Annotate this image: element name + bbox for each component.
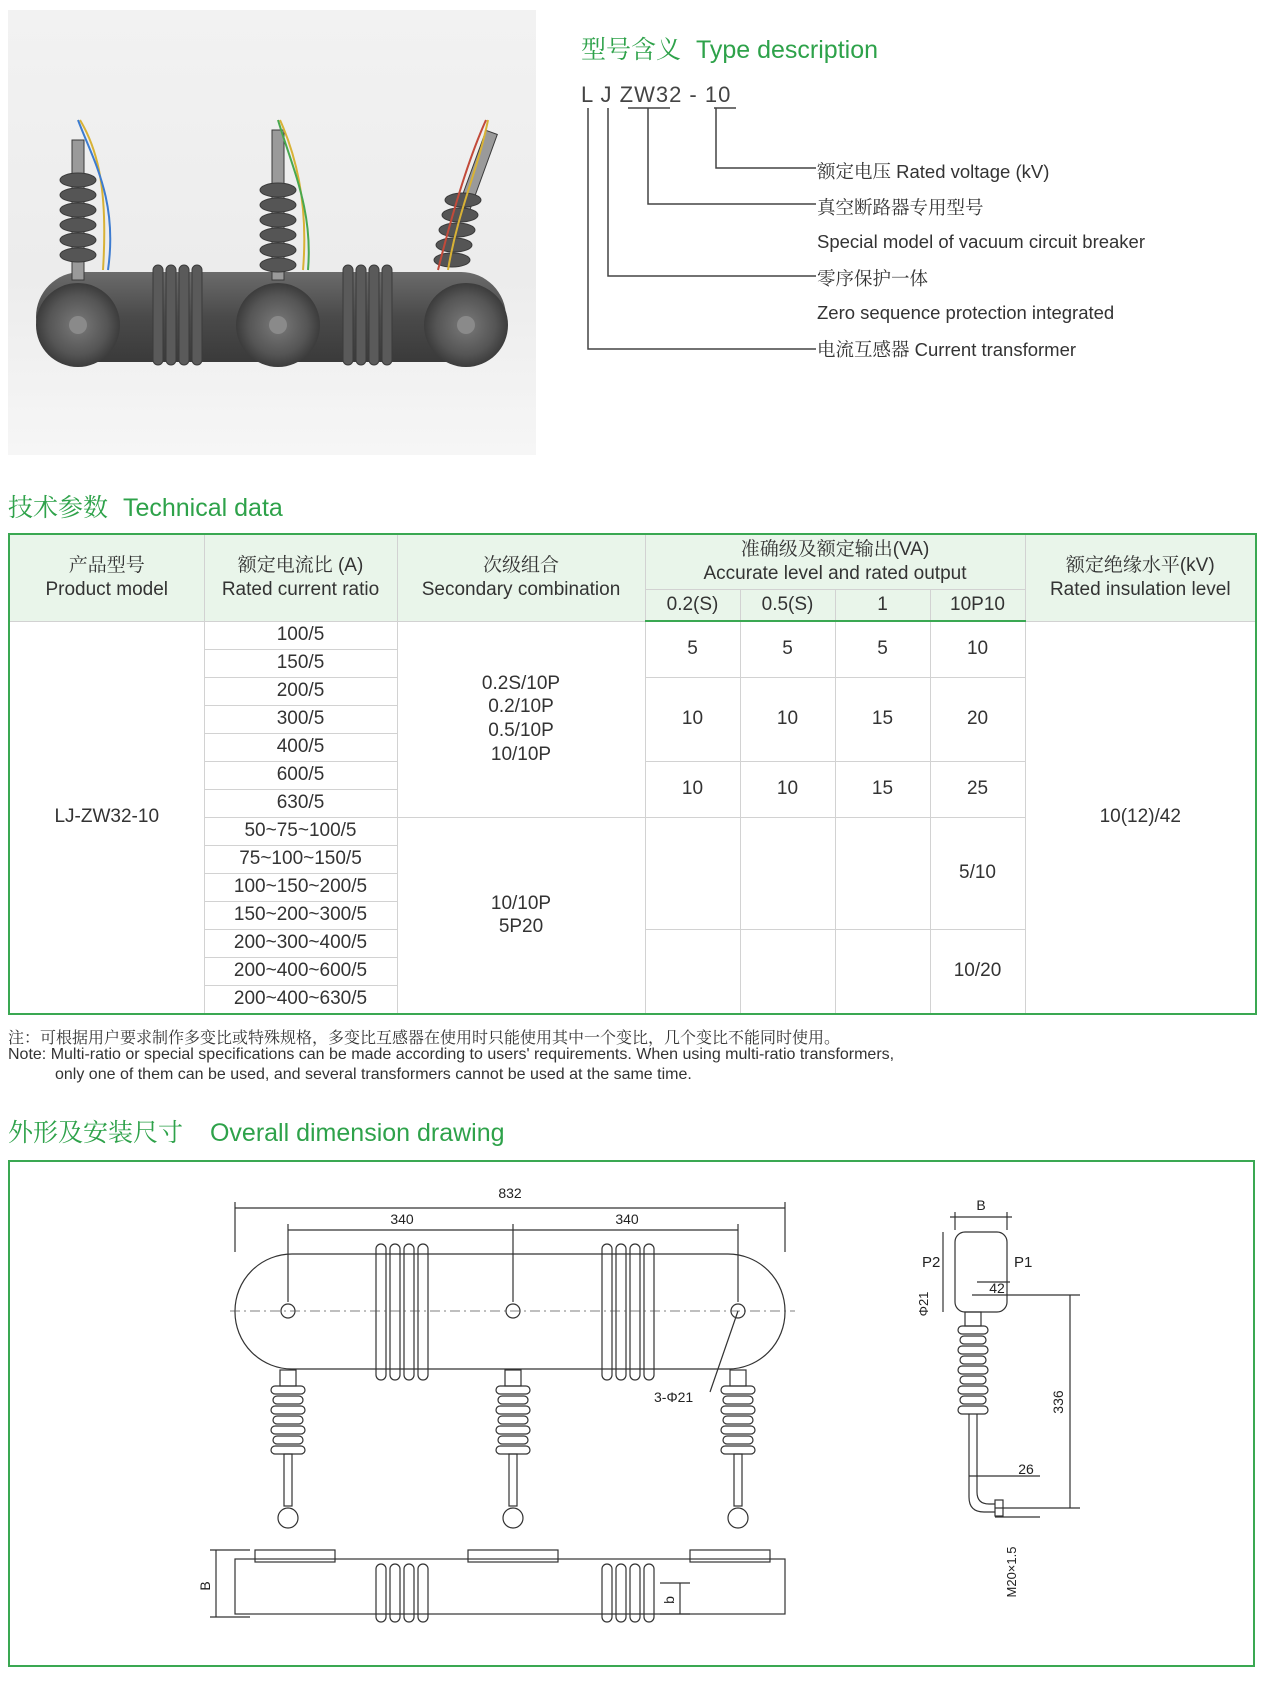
sec1-line: 0.5/10P	[488, 720, 554, 742]
header-acc-02s: 0.2(S)	[645, 589, 740, 621]
header-acc-10p10: 10P10	[930, 589, 1025, 621]
dim-holes: 3-Φ21	[654, 1389, 694, 1405]
drawing-title-en: Overall dimension drawing	[209, 1119, 505, 1147]
cell-output-multi: 10/20	[930, 929, 1025, 1014]
type-bracket-lines	[580, 104, 820, 354]
note-en-2: only one of them can be used, and several transformers cannot be used at the same time.	[55, 1066, 692, 1083]
cell-output-empty	[835, 929, 930, 1014]
cell-output-multi: 5/10	[930, 817, 1025, 929]
cell-ratio: 600/5	[204, 761, 397, 789]
cell-ratio: 200~400~600/5	[204, 957, 397, 985]
header-ins-en: Rated insulation level	[1049, 578, 1231, 600]
sec2-line: 5P20	[498, 916, 544, 938]
cell-ratio: 100/5	[204, 621, 397, 649]
cell-output: 5	[645, 621, 740, 677]
label-p1: P1	[1014, 1254, 1033, 1271]
technical-title	[8, 488, 283, 524]
dim-336: 336	[1050, 1390, 1066, 1414]
header-acc-en: Accurate level and rated output	[703, 562, 967, 584]
td-current-transformer: 电流互感器 Current transformer	[817, 339, 1077, 360]
cell-secondary-2	[397, 817, 645, 1014]
header-model-cn: 产品型号	[68, 555, 145, 576]
header-ratio-cn: 额定电流比 (A)	[237, 555, 364, 576]
dim-pitch-1: 340	[390, 1211, 414, 1227]
technical-table-wrapper	[8, 533, 1255, 1015]
cell-output-empty	[645, 817, 740, 929]
type-code: L J ZW32 - 10	[581, 82, 732, 107]
drawing-title-cn: 外形及安装尺寸	[8, 1119, 184, 1147]
cell-ratio: 150/5	[204, 649, 397, 677]
header-ins-cn: 额定绝缘水平(kV)	[1065, 555, 1215, 576]
note-en-1: Note: Multi-ratio or special specifications can be made according to users' requirements. When using multi-ratio transformers,	[8, 1046, 895, 1063]
dim-b-bottom: B	[197, 1581, 213, 1591]
cell-ratio: 75~100~150/5	[204, 845, 397, 873]
type-title-en: Type description	[695, 36, 879, 64]
cell-output-empty	[645, 929, 740, 1014]
dim-42: 42	[989, 1280, 1005, 1296]
cell-model: LJ-ZW32-10	[9, 621, 204, 1014]
cell-output: 10	[930, 621, 1025, 677]
td-rated-voltage: 额定电压 Rated voltage (kV)	[817, 161, 1050, 182]
dim-overall: 832	[498, 1185, 522, 1201]
dim-b-small: b	[661, 1596, 677, 1604]
sec2-line: 10/10P	[490, 892, 552, 914]
cell-ratio: 300/5	[204, 705, 397, 733]
technical-title-cn: 技术参数	[8, 494, 109, 522]
cell-ratio: 200~400~630/5	[204, 985, 397, 1014]
cell-ratio: 50~75~100/5	[204, 817, 397, 845]
label-p2: P2	[922, 1254, 941, 1271]
cell-output: 10	[740, 761, 835, 817]
drawing-box	[8, 1160, 1255, 1667]
sec1-line: 0.2/10P	[488, 696, 554, 718]
product-photo	[8, 10, 536, 455]
sec1-line: 10/10P	[490, 743, 552, 765]
cell-ratio: 100~150~200/5	[204, 873, 397, 901]
cell-output-empty	[835, 817, 930, 929]
td-special-model-en: Special model of vacuum circuit breaker	[817, 231, 1146, 252]
cell-output-empty	[740, 817, 835, 929]
cell-secondary-1	[397, 621, 645, 817]
dim-pitch-2: 340	[615, 1211, 639, 1227]
drawing-title	[8, 1113, 505, 1149]
cell-output: 5	[835, 621, 930, 677]
cell-output: 5	[740, 621, 835, 677]
cell-output: 25	[930, 761, 1025, 817]
header-ratio-en: Rated current ratio	[221, 578, 380, 600]
cell-insulation: 10(12)/42	[1025, 621, 1256, 1014]
sec1-line: 0.2S/10P	[481, 672, 561, 694]
header-sec-en: Secondary combination	[421, 578, 621, 600]
header-acc-1: 1	[835, 589, 930, 621]
header-accuracy	[645, 534, 1025, 589]
type-description-title	[581, 30, 878, 66]
header-acc-05s: 0.5(S)	[740, 589, 835, 621]
cell-ratio: 400/5	[204, 733, 397, 761]
cell-output: 10	[645, 677, 740, 761]
header-insulation	[1025, 534, 1256, 621]
dim-m20: M20×1.5	[1004, 1546, 1019, 1598]
technical-table	[8, 533, 1257, 1015]
cell-ratio: 200/5	[204, 677, 397, 705]
cell-output: 15	[835, 761, 930, 817]
header-model-en: Product model	[45, 578, 168, 600]
cell-output: 20	[930, 677, 1025, 761]
technical-title-en: Technical data	[122, 494, 283, 522]
cell-ratio: 150~200~300/5	[204, 901, 397, 929]
header-acc-cn: 准确级及额定输出(VA)	[740, 539, 930, 560]
type-title-cn: 型号含义	[581, 36, 682, 64]
cell-ratio: 200~300~400/5	[204, 929, 397, 957]
dimension-drawing	[10, 1162, 1253, 1665]
cell-output-empty	[740, 929, 835, 1014]
cell-output: 10	[740, 677, 835, 761]
product-image	[8, 10, 536, 455]
td-zero-seq-cn: 零序保护一体	[817, 268, 929, 289]
dim-phi21: Φ21	[916, 1291, 931, 1317]
header-ratio	[204, 534, 397, 621]
dim-b-side: B	[976, 1197, 986, 1213]
cell-ratio: 630/5	[204, 789, 397, 817]
dim-26: 26	[1018, 1461, 1034, 1477]
cell-output: 10	[645, 761, 740, 817]
td-special-model-cn: 真空断路器专用型号	[817, 197, 984, 218]
note-cn: 注：可根据用户要求制作多变比或特殊规格，多变比互感器在使用时只能使用其中一个变比，几个变比不能同时使用。	[8, 1030, 841, 1047]
header-secondary	[397, 534, 645, 621]
header-sec-cn: 次级组合	[482, 555, 559, 576]
cell-output: 15	[835, 677, 930, 761]
td-zero-seq-en: Zero sequence protection integrated	[817, 302, 1115, 323]
header-model	[9, 534, 204, 621]
